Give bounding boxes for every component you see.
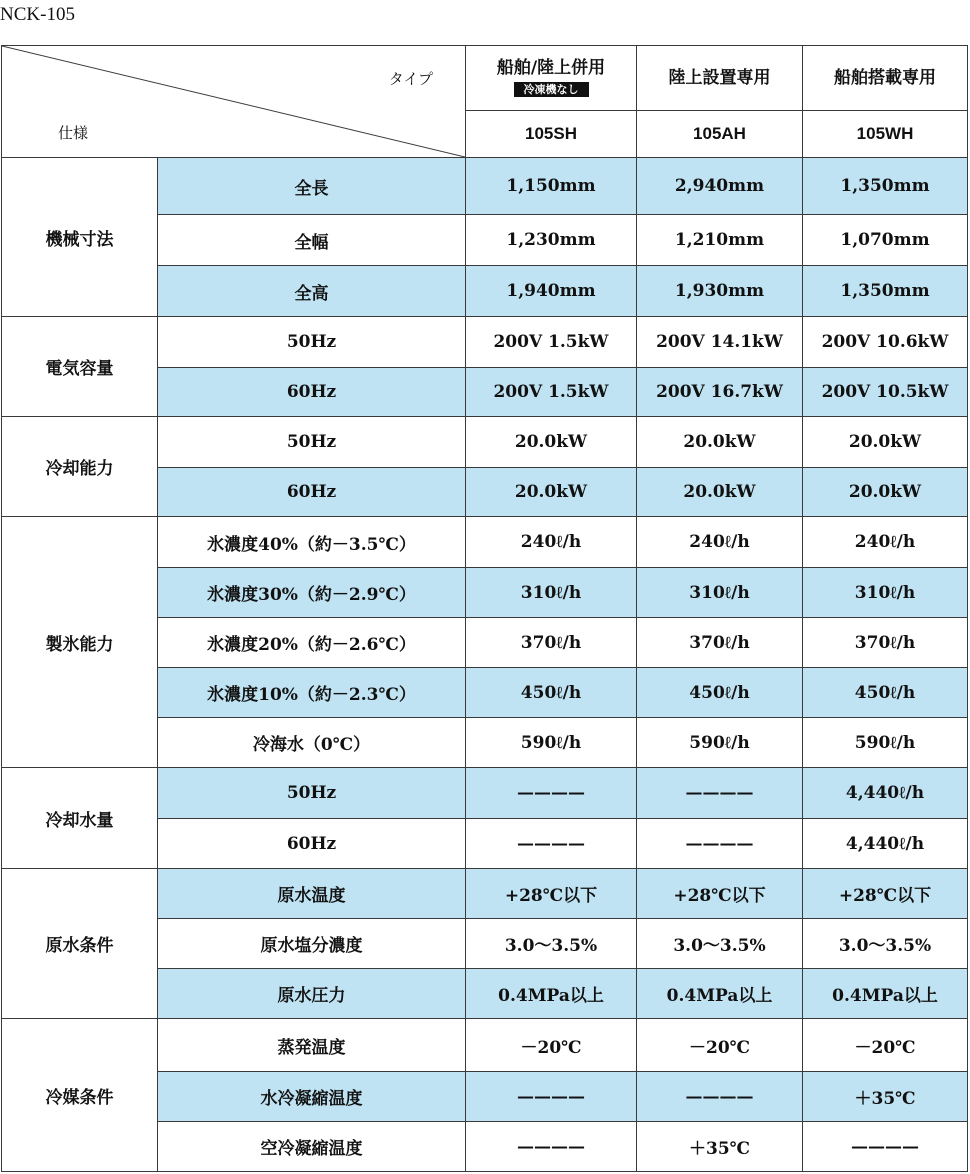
row-label: 全高 bbox=[158, 266, 466, 317]
table-row bbox=[2, 517, 968, 568]
value-cell: 1,940mm bbox=[466, 266, 637, 317]
value-cell: ———— bbox=[637, 1072, 803, 1122]
row-label: 全長 bbox=[158, 158, 466, 215]
row-label: 原水塩分濃度 bbox=[158, 919, 466, 969]
value-cell: 20.0kW bbox=[803, 468, 968, 517]
row-label: 原水圧力 bbox=[158, 969, 466, 1019]
row-label: 60Hz bbox=[158, 819, 466, 869]
value-cell: 200V 1.5kW bbox=[466, 368, 637, 417]
value-cell: 1,350mm bbox=[803, 266, 968, 317]
value-cell: 240ℓ/h bbox=[803, 517, 968, 568]
value-cell: －20℃ bbox=[803, 1019, 968, 1072]
model-105sh: 105SH bbox=[466, 111, 637, 158]
header-corner-cell bbox=[2, 46, 466, 158]
table-row bbox=[2, 768, 968, 819]
value-cell: 1,230mm bbox=[466, 215, 637, 266]
type-label: タイプ bbox=[388, 70, 433, 88]
row-label: 50Hz bbox=[158, 417, 466, 468]
value-cell: 200V 14.1kW bbox=[637, 317, 803, 368]
row-label: 氷濃度40%（約－3.5℃） bbox=[158, 517, 466, 568]
value-cell: 20.0kW bbox=[637, 417, 803, 468]
value-cell: 4,440ℓ/h bbox=[803, 768, 968, 819]
value-cell: 1,210mm bbox=[637, 215, 803, 266]
value-cell: 240ℓ/h bbox=[637, 517, 803, 568]
value-cell: 0.4MPa以上 bbox=[803, 969, 968, 1019]
group-ice-capacity: 製氷能力 bbox=[2, 517, 158, 768]
table-row bbox=[2, 417, 968, 468]
value-cell: 20.0kW bbox=[466, 468, 637, 517]
group-cooling-capacity: 冷却能力 bbox=[2, 417, 158, 517]
value-cell: 590ℓ/h bbox=[803, 718, 968, 768]
row-label: 原水温度 bbox=[158, 869, 466, 919]
value-cell: 200V 16.7kW bbox=[637, 368, 803, 417]
value-cell: ———— bbox=[466, 819, 637, 869]
group-raw-water: 原水条件 bbox=[2, 869, 158, 1019]
value-cell: 590ℓ/h bbox=[637, 718, 803, 768]
value-cell: 2,940mm bbox=[637, 158, 803, 215]
type-header-105sh bbox=[466, 46, 637, 111]
value-cell: 0.4MPa以上 bbox=[637, 969, 803, 1019]
type-name: 船舶/陸上併用 bbox=[496, 57, 606, 78]
row-label: 60Hz bbox=[158, 368, 466, 417]
value-cell: ———— bbox=[637, 768, 803, 819]
value-cell: 1,150mm bbox=[466, 158, 637, 215]
model-105wh: 105WH bbox=[803, 111, 968, 158]
value-cell: 240ℓ/h bbox=[466, 517, 637, 568]
row-label: 50Hz bbox=[158, 317, 466, 368]
spec-label: 仕様 bbox=[58, 124, 89, 142]
row-label: 60Hz bbox=[158, 468, 466, 517]
value-cell: 1,070mm bbox=[803, 215, 968, 266]
value-cell: 200V 10.6kW bbox=[803, 317, 968, 368]
value-cell: 200V 1.5kW bbox=[466, 317, 637, 368]
type-header-105ah bbox=[637, 46, 803, 111]
value-cell: 370ℓ/h bbox=[803, 618, 968, 668]
value-cell: 370ℓ/h bbox=[637, 618, 803, 668]
model-105ah: 105AH bbox=[637, 111, 803, 158]
value-cell: 20.0kW bbox=[637, 468, 803, 517]
value-cell: 590ℓ/h bbox=[466, 718, 637, 768]
value-cell: 3.0～3.5% bbox=[466, 919, 637, 969]
row-label: 50Hz bbox=[158, 768, 466, 819]
value-cell: 450ℓ/h bbox=[466, 668, 637, 718]
value-cell: ＋35℃ bbox=[637, 1122, 803, 1172]
value-cell: －20℃ bbox=[637, 1019, 803, 1072]
value-cell: ———— bbox=[466, 1072, 637, 1122]
row-label: 氷濃度20%（約－2.6℃） bbox=[158, 618, 466, 668]
value-cell: ＋35℃ bbox=[803, 1072, 968, 1122]
value-cell: 20.0kW bbox=[466, 417, 637, 468]
value-cell: +28℃以下 bbox=[466, 869, 637, 919]
group-cooling-water: 冷却水量 bbox=[2, 768, 158, 869]
value-cell: +28℃以下 bbox=[803, 869, 968, 919]
row-label: 氷濃度30%（約－2.9℃） bbox=[158, 568, 466, 618]
value-cell: －20℃ bbox=[466, 1019, 637, 1072]
value-cell: ———— bbox=[466, 1122, 637, 1172]
row-label: 蒸発温度 bbox=[158, 1019, 466, 1072]
value-cell: 450ℓ/h bbox=[803, 668, 968, 718]
value-cell: +28℃以下 bbox=[637, 869, 803, 919]
value-cell: ———— bbox=[803, 1122, 968, 1172]
table-row bbox=[2, 317, 968, 368]
value-cell: 1,350mm bbox=[803, 158, 968, 215]
value-cell: 20.0kW bbox=[803, 417, 968, 468]
type-name: 陸上設置専用 bbox=[668, 67, 771, 88]
row-label: 水冷凝縮温度 bbox=[158, 1072, 466, 1122]
type-header-105wh bbox=[803, 46, 968, 111]
row-label: 空冷凝縮温度 bbox=[158, 1122, 466, 1172]
type-name: 船舶搭載専用 bbox=[834, 67, 936, 88]
value-cell: 450ℓ/h bbox=[637, 668, 803, 718]
spec-table bbox=[1, 45, 968, 1172]
value-cell: 310ℓ/h bbox=[803, 568, 968, 618]
value-cell: 0.4MPa以上 bbox=[466, 969, 637, 1019]
group-dimensions: 機械寸法 bbox=[2, 158, 158, 317]
table-row bbox=[2, 869, 968, 919]
value-cell: 370ℓ/h bbox=[466, 618, 637, 668]
row-label: 氷濃度10%（約－2.3℃） bbox=[158, 668, 466, 718]
value-cell: 310ℓ/h bbox=[466, 568, 637, 618]
group-power: 電気容量 bbox=[2, 317, 158, 417]
value-cell: 4,440ℓ/h bbox=[803, 819, 968, 869]
row-label: 冷海水（0℃） bbox=[158, 718, 466, 768]
value-cell: ———— bbox=[637, 819, 803, 869]
value-cell: 3.0～3.5% bbox=[637, 919, 803, 969]
group-refrigerant: 冷媒条件 bbox=[2, 1019, 158, 1172]
table-row bbox=[2, 1019, 968, 1072]
value-cell: 310ℓ/h bbox=[637, 568, 803, 618]
value-cell: 3.0～3.5% bbox=[803, 919, 968, 969]
value-cell: 200V 10.5kW bbox=[803, 368, 968, 417]
value-cell: 1,930mm bbox=[637, 266, 803, 317]
page-title: NCK-105 bbox=[0, 4, 75, 25]
value-cell: ———— bbox=[466, 768, 637, 819]
row-label: 全幅 bbox=[158, 215, 466, 266]
no-refrigerator-badge: 冷凍機なし bbox=[514, 82, 589, 97]
table-row bbox=[2, 158, 968, 215]
